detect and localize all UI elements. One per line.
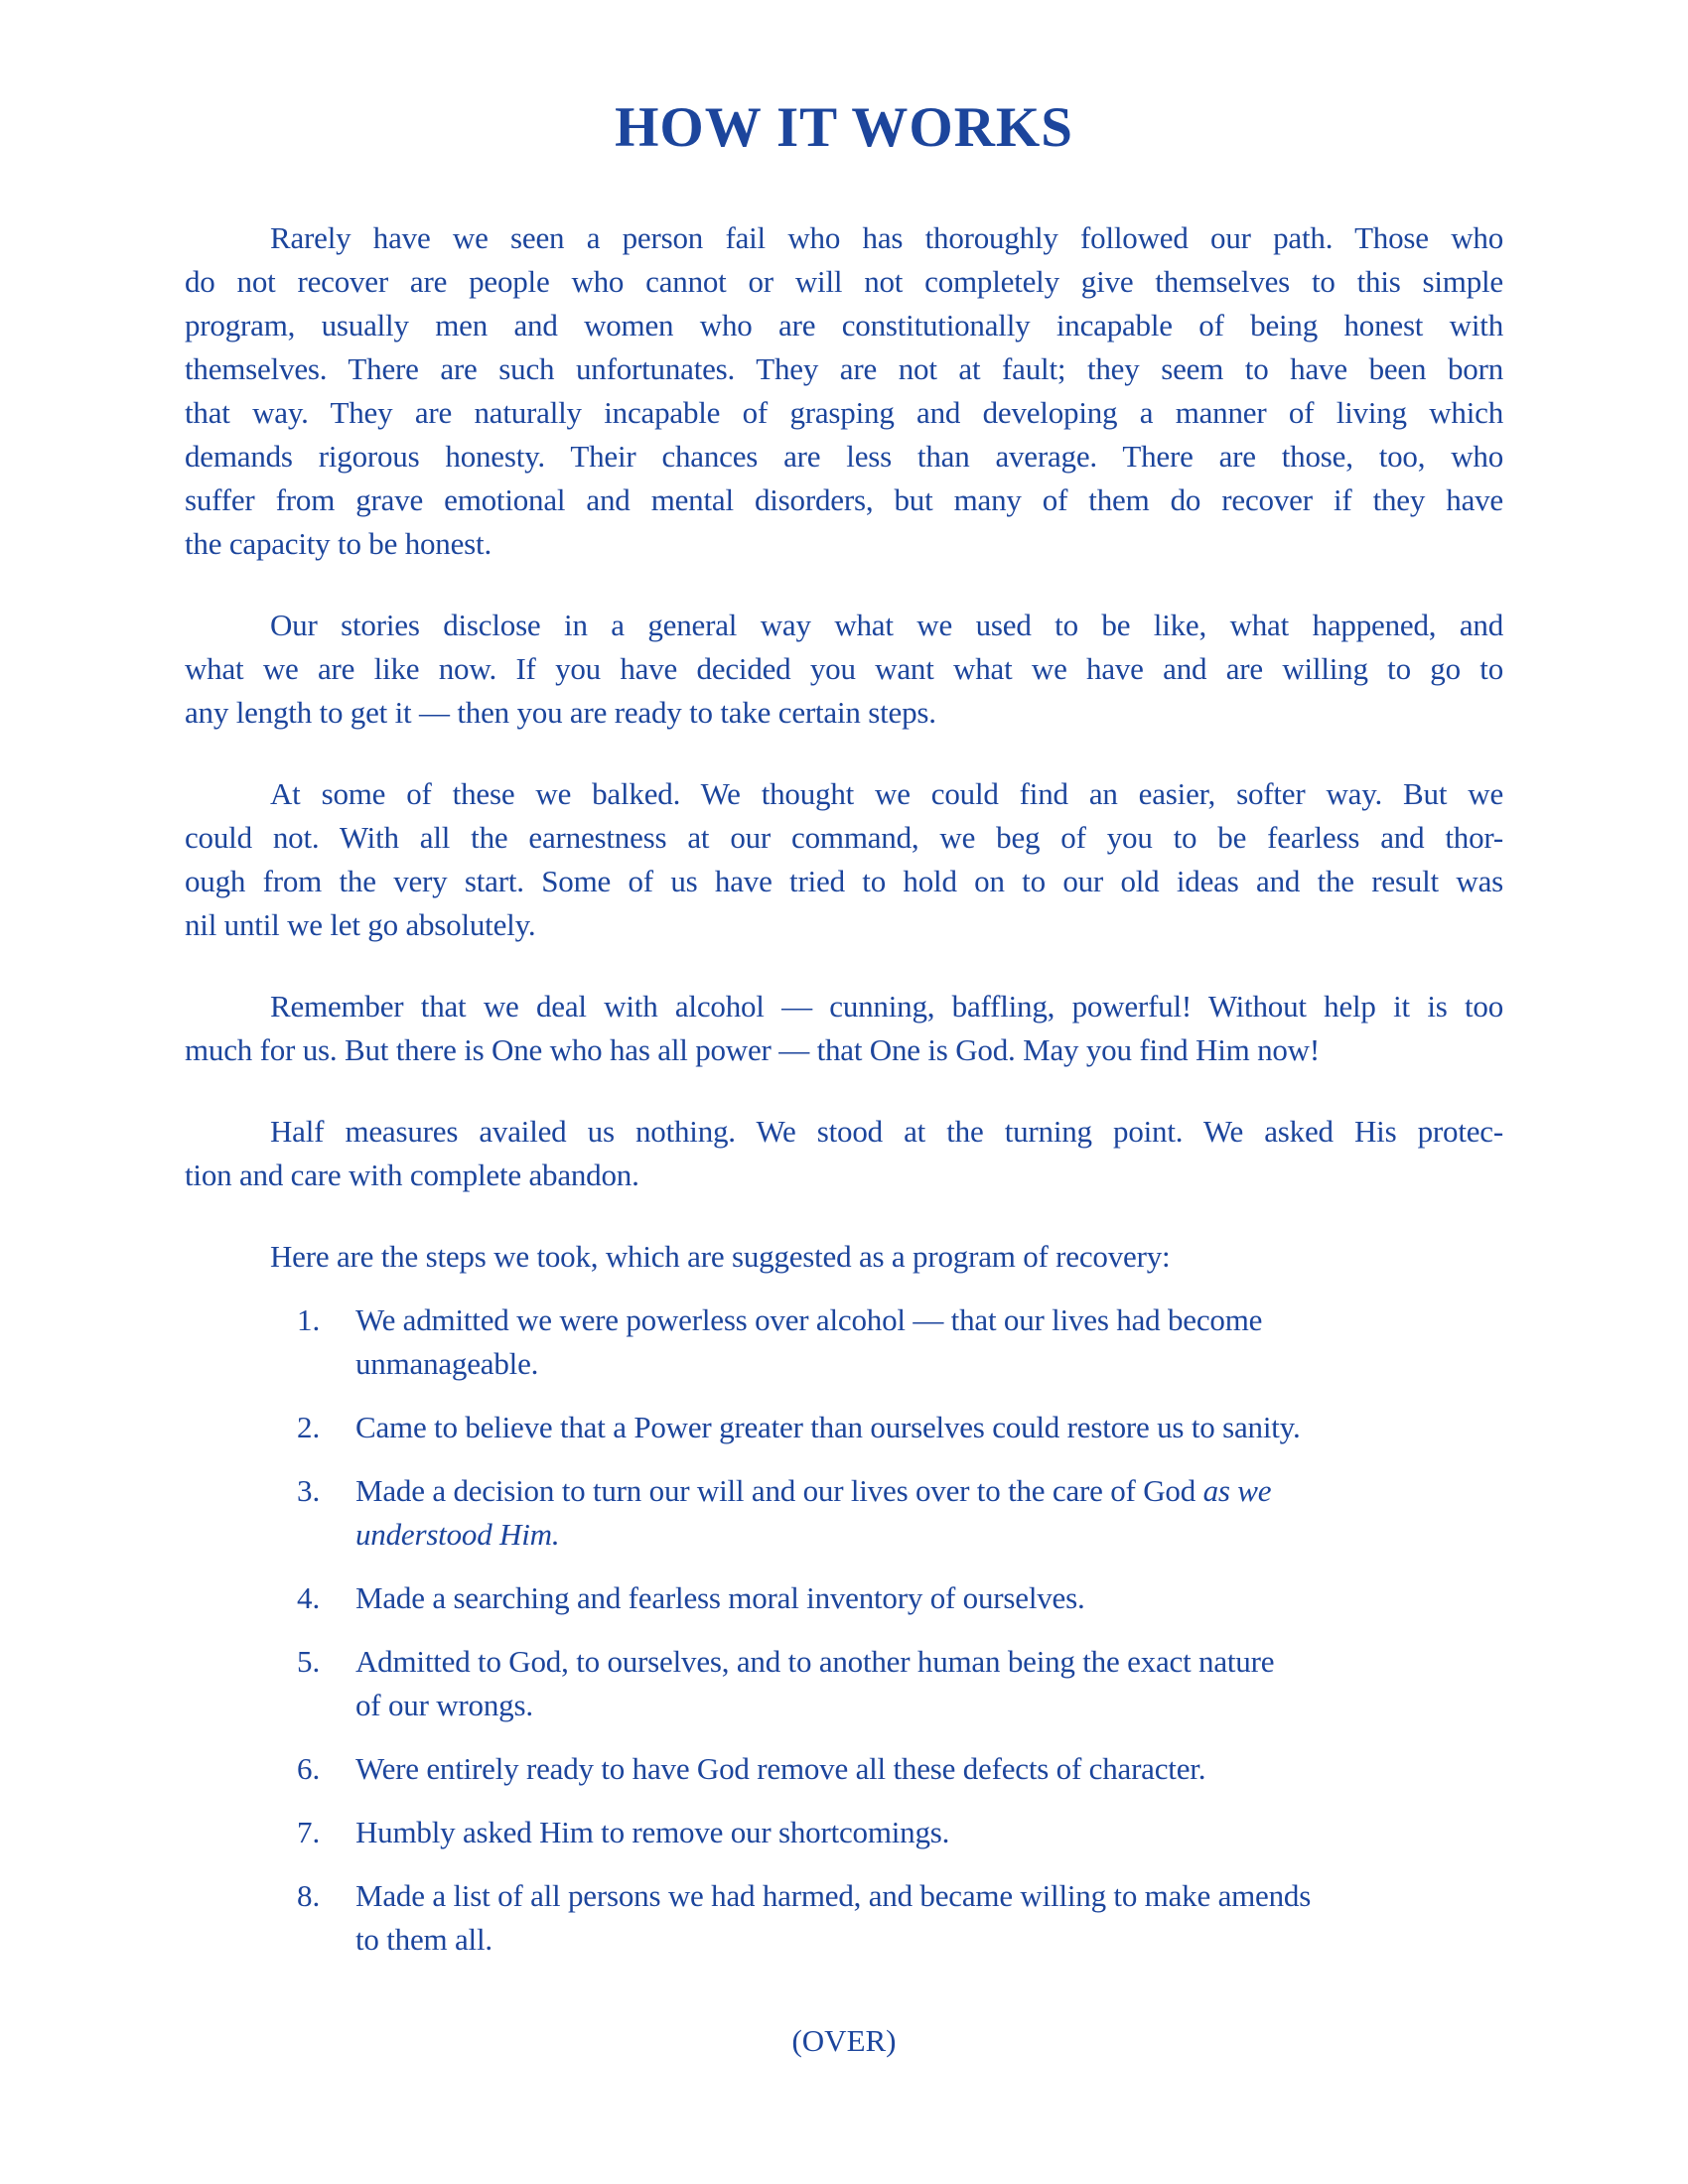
text-line: what we are like now. If you have decided you want what we have and are willing to go to — [185, 651, 1503, 686]
step-text: unmanageable. — [355, 1346, 539, 1381]
page-body — [0, 216, 1688, 2063]
step-text-line — [355, 1342, 1503, 1386]
step-item — [185, 1576, 1503, 1620]
step-number: 7. — [297, 1815, 321, 1849]
text-line: Half measures availed us nothing. We stood at the turning point. We asked His protec- — [270, 1114, 1503, 1149]
step-text: to them all. — [355, 1922, 492, 1957]
steps-intro: Here are the steps we took, which are suggested as a program of recovery: — [270, 1239, 1171, 1274]
page-title: HOW IT WORKS — [615, 96, 1073, 159]
text-line: suffer from grave emotional and mental disorders, but many of them do recover if they have — [185, 482, 1503, 517]
step-text-line — [355, 1640, 1503, 1684]
step-text-line — [355, 1406, 1503, 1449]
step-number: 1. — [297, 1302, 321, 1337]
step-item — [185, 1747, 1503, 1791]
step-item — [185, 1298, 1503, 1386]
step-text: Made a list of all persons we had harmed, and became willing to make amends — [355, 1878, 1312, 1913]
step-number: 4. — [297, 1580, 321, 1615]
step-number: 5. — [297, 1644, 321, 1679]
text-line: Our stories disclose in a general way what we used to be like, what happened, and — [270, 608, 1503, 642]
step-text: Made a decision to turn our will and our lives over to the care of God — [355, 1473, 1203, 1508]
text-line: any length to get it — then you are ready to take certain steps. — [185, 695, 936, 730]
step-text-line — [355, 1298, 1503, 1342]
text-line: nil until we let go absolutely. — [185, 907, 536, 942]
step-number: 8. — [297, 1878, 321, 1913]
text-line: At some of these we balked. We thought we could find an easier, softer way. But we — [270, 776, 1503, 811]
text-line: themselves. There are such unfortunates. They are not at fault; they seem to have been born — [185, 351, 1503, 386]
step-text-italic: as we — [1202, 1473, 1272, 1508]
text-line: ough from the very start. Some of us have tried to hold on to our old ideas and the result was — [185, 864, 1503, 898]
step-number: 2. — [297, 1410, 321, 1444]
step-item — [185, 1640, 1503, 1727]
text-line: Rarely have we seen a person fail who has thoroughly followed our path. Those who — [270, 220, 1503, 255]
step-text: Admitted to God, to ourselves, and to another human being the exact nature — [355, 1644, 1275, 1679]
text-line: that way. They are naturally incapable of grasping and developing a manner of living which — [185, 395, 1503, 430]
text-line: could not. With all the earnestness at our command, we beg of you to be fearless and thor- — [185, 820, 1503, 855]
footer-over-label: (OVER) — [791, 2023, 897, 2058]
step-text-line — [355, 1918, 1503, 1962]
step-text-line — [355, 1811, 1503, 1854]
step-text-line — [355, 1874, 1503, 1918]
step-number: 6. — [297, 1751, 321, 1786]
step-item — [185, 1406, 1503, 1449]
text-line: Remember that we deal with alcohol — cunning, baffling, powerful! Without help it is too — [270, 989, 1503, 1024]
step-text-line — [355, 1684, 1503, 1727]
paragraph — [185, 216, 1503, 566]
step-text-line — [355, 1747, 1503, 1791]
step-text: Made a searching and fearless moral inventory of ourselves. — [355, 1580, 1085, 1615]
step-text-italic: understood Him. — [355, 1517, 560, 1552]
paragraph — [185, 604, 1503, 735]
step-text-line — [355, 1513, 1503, 1557]
step-text-line — [355, 1576, 1503, 1620]
step-text: We admitted we were powerless over alcohol — that our lives had become — [355, 1302, 1263, 1337]
step-text-line — [355, 1469, 1503, 1513]
body-paragraphs — [185, 216, 1503, 1197]
text-line: program, usually men and women who are constitutionally incapable of being honest with — [185, 308, 1503, 342]
step-text: Were entirely ready to have God remove all these defects of character. — [355, 1751, 1206, 1786]
text-line: demands rigorous honesty. Their chances are less than average. There are those, too, who — [185, 439, 1503, 474]
step-item — [185, 1469, 1503, 1557]
step-item — [185, 1811, 1503, 1854]
paragraph — [185, 772, 1503, 947]
paragraph — [185, 985, 1503, 1072]
steps-list — [185, 1298, 1503, 1962]
paragraph — [185, 1110, 1503, 1197]
step-text: of our wrongs. — [355, 1688, 533, 1722]
text-line: the capacity to be honest. — [185, 526, 492, 561]
step-text: Humbly asked Him to remove our shortcomings. — [355, 1815, 950, 1849]
step-item — [185, 1874, 1503, 1962]
text-line: do not recover are people who cannot or will not completely give themselves to this simple — [185, 264, 1503, 299]
step-number: 3. — [297, 1473, 321, 1508]
text-line: tion and care with complete abandon. — [185, 1158, 639, 1192]
step-text: Came to believe that a Power greater than ourselves could restore us to sanity. — [355, 1410, 1301, 1444]
text-line: much for us. But there is One who has all power — that One is God. May you find Him now! — [185, 1032, 1320, 1067]
